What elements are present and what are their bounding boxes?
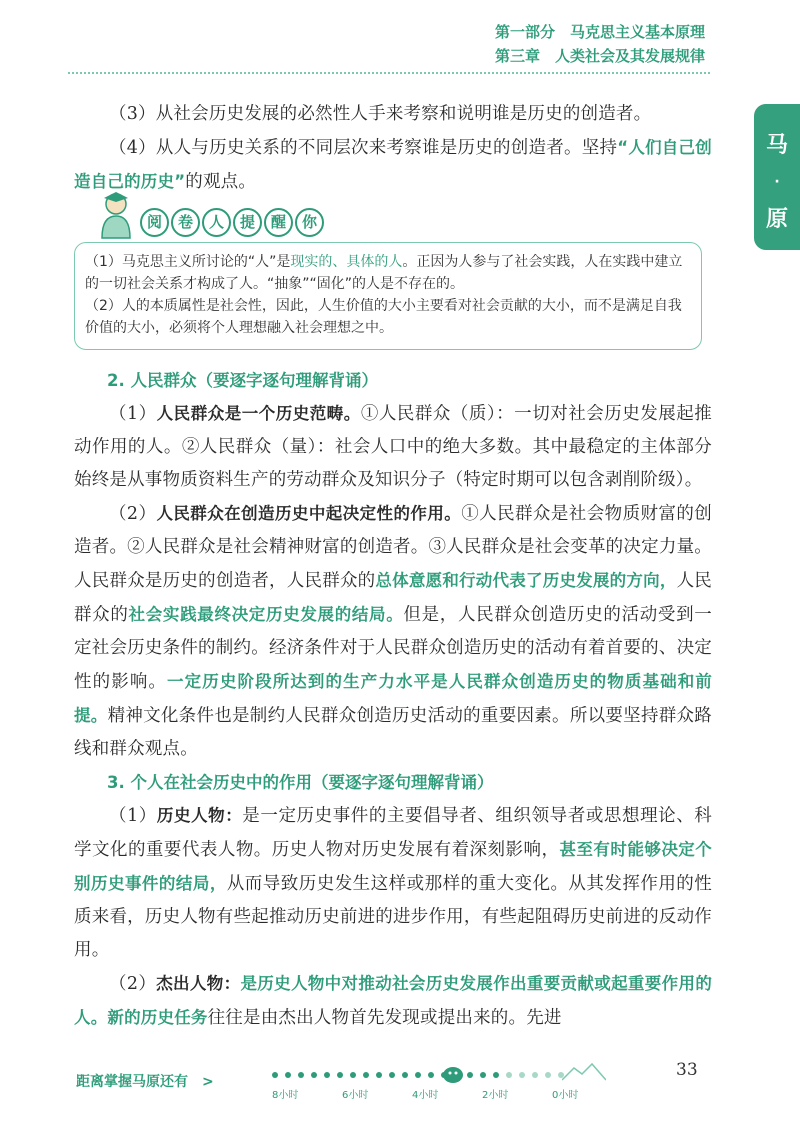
- tip-line-2: （2）人的本质属性是社会性，因此，人生价值的大小主要看对社会贡献的大小，而不是满足自我价值的大小，必须将个人理想融入社会理想之中。: [85, 298, 682, 336]
- reader-figure-icon: [96, 190, 136, 240]
- section-2-para-2: （2）人民群众在创造历史中起决定性的作用。①人民群众是社会物质财富的创造者。②人民群众是社会精神财富的创造者。③人民群众是社会变革的决定力量。人民群众是历史的创造者，人民群众的总体意愿和行动代表了历史发展的方向，人民群众的社会实践最终决定历史发展的结局。但是，人民群众创造历史的活动受到一定社会历史条件的制约。经济条件对于人民群众创造历史的活动有着首要的、决定性的影响。一定历史阶段所达到的生产力水平是人民群众创造历史的物质基础和前提。精神文化条件也是制约人民群众创造历史活动的重要因素。所以要坚持群众路线和群众观点。: [74, 504, 713, 759]
- section-2-para-1: （1）人民群众是一个历史范畴。①人民群众（质）：一切对社会历史发展起推动作用的人。②人民群众（量）：社会人口中的绝大多数。其中最稳定的主体部分始终是从事物质资料生产的劳动群众及知识分子（特定时期可以包含剥削阶级）。: [74, 404, 713, 490]
- timeline-dots: [272, 1072, 564, 1078]
- section-2: [74, 364, 712, 1035]
- tip-char: 醒: [264, 208, 293, 237]
- section-2-title: 2. 人民群众（要逐字逐句理解背诵）: [107, 371, 378, 390]
- tip-title: [74, 190, 334, 242]
- side-tab-dot: ·: [774, 174, 780, 190]
- progress-marker-icon: [442, 1064, 464, 1084]
- mountain-icon: [562, 1062, 606, 1082]
- section-3-para-1: （1）历史人物：是一定历史事件的主要倡导者、组织领导者或思想理论、科学文化的重要代表人物。历史人物对历史发展有着深刻影响，甚至有时能够决定个别历史事件的结局，从而导致历史发生这样或那样的重大变化。从其发挥作用的性质来看，历史人物有些起推动历史前进的进步作用，有些起阻碍历史前进的反动作用。: [74, 806, 713, 960]
- header-chapter: 第三章 人类社会及其发展规律: [494, 47, 705, 65]
- tip-box: [74, 242, 702, 350]
- running-header: [495, 20, 705, 68]
- section-3-title: 3. 个人在社会历史中的作用（要逐字逐句理解背诵）: [107, 773, 494, 792]
- side-tab-char2: 原: [765, 207, 788, 232]
- timeline-label: 4小时: [412, 1090, 439, 1101]
- side-tab-char1: 马: [765, 133, 788, 158]
- timeline-label: 8小时: [272, 1090, 299, 1101]
- tip-char: 卷: [171, 208, 200, 237]
- para-3: （3）从社会历史发展的必然性人手来考察和说明谁是历史的创造者。: [109, 104, 652, 124]
- timeline-label: 2小时: [482, 1090, 509, 1101]
- tip-char: 你: [295, 208, 324, 237]
- header-part: 第一部分 马克思主义基本原理: [494, 23, 705, 41]
- tip-title-chars: [140, 208, 324, 237]
- section-3-para-2: （2）杰出人物：是历史人物中对推动社会历史发展作出重要贡献或起重要作用的人。新的历史任务往往是由杰出人物首先发现或提出来的。先进: [74, 974, 713, 1028]
- tip-char: 阅: [140, 208, 169, 237]
- top-paragraphs: [74, 98, 712, 199]
- header-divider: [68, 72, 710, 74]
- timeline-label: 6小时: [342, 1090, 369, 1101]
- progress-timeline: [272, 1060, 602, 1100]
- page-number: 33: [676, 1060, 698, 1080]
- para-4: （4）从人与历史关系的不同层次来考察谁是历史的创造者。坚持“人们自己创造自己的历史”的观点。: [74, 138, 713, 192]
- side-tab: [754, 104, 800, 250]
- tip-char: 提: [233, 208, 262, 237]
- timeline-label: 0小时: [552, 1090, 579, 1101]
- tip-line-1: （1）马克思主义所讨论的“人”是现实的、具体的人。正因为人参与了社会实践，人在实践中建立的一切社会关系才构成了人。“抽象”“固化”的人是不存在的。: [85, 254, 683, 292]
- footer-progress-label: 距离掌握马原还有 >: [76, 1074, 214, 1090]
- tip-char: 人: [202, 208, 231, 237]
